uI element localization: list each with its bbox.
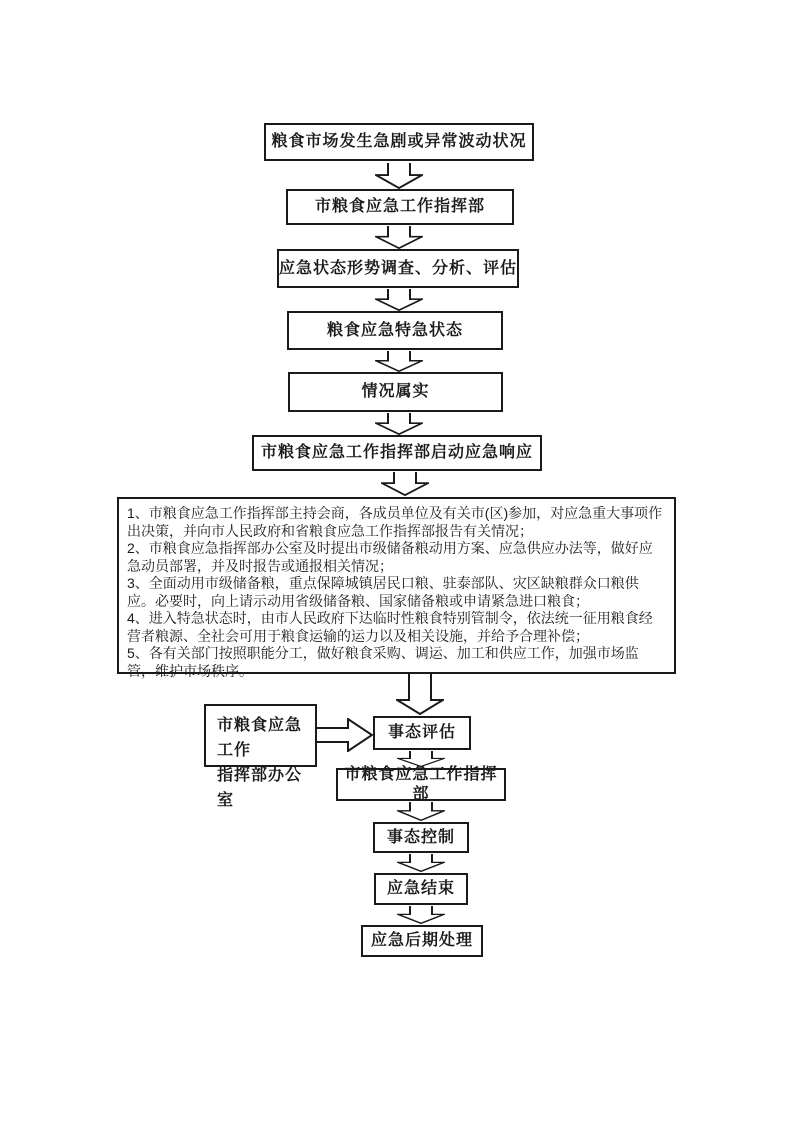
flow-node-assessment-label: 事态评估 xyxy=(387,724,456,742)
flow-node-situation-confirmed xyxy=(288,372,503,412)
flow-node-aftermath xyxy=(361,925,483,957)
measure-item: 2、市粮食应急指挥部办公室及时提出市级储备粮动用方案、应急供应办法等，做好应急动员部署，并及时报告或通报相关情况； xyxy=(127,540,653,574)
right-arrow-icon xyxy=(317,718,373,752)
flow-node-activate-response-label: 市粮食应急工作指挥部启动应急响应 xyxy=(260,444,533,462)
down-arrow-icon xyxy=(375,289,423,311)
down-arrow-icon xyxy=(381,472,429,496)
down-arrow-icon xyxy=(397,854,445,872)
flow-node-market-fluctuation-label: 粮食市场发生急剧或异常波动状况 xyxy=(271,133,527,151)
flow-node-end xyxy=(374,873,468,905)
flow-node-activate-response xyxy=(252,435,542,471)
flow-node-headquarters-2 xyxy=(336,768,506,801)
flow-node-market-fluctuation xyxy=(264,123,534,161)
flow-node-emergency-state-label: 粮食应急特急状态 xyxy=(326,321,463,339)
down-arrow-icon xyxy=(397,802,445,821)
down-arrow-icon xyxy=(375,226,423,249)
flow-node-control xyxy=(373,822,469,853)
flow-node-office-label-line2: 指挥部办公室 xyxy=(217,767,303,809)
measure-item: 5、各有关部门按照职能分工，做好粮食采购、调运、加工和供应工作，加强市场监管，维护市场秩序。 xyxy=(127,645,639,679)
flow-node-investigation xyxy=(277,249,519,288)
flow-node-office xyxy=(204,704,317,809)
down-arrow-icon xyxy=(396,674,444,715)
flow-node-assessment xyxy=(373,716,471,750)
flow-node-control-label: 事态控制 xyxy=(386,828,455,846)
flow-node-headquarters xyxy=(286,189,514,225)
flow-node-office-label-line1: 市粮食应急工作 xyxy=(217,717,303,759)
flow-node-aftermath-label: 应急后期处理 xyxy=(370,932,473,950)
flow-node-headquarters-label: 市粮食应急工作指挥部 xyxy=(314,198,485,216)
measure-item: 1、市粮食应急工作指挥部主持会商，各成员单位及有关市(区)参加，对应急重大事项作出决策，并向市人民政府和省粮食应急工作指挥部报告有关情况； xyxy=(127,505,663,539)
flow-node-situation-confirmed-label: 情况属实 xyxy=(361,383,430,401)
down-arrow-icon xyxy=(375,413,423,435)
down-arrow-icon xyxy=(375,351,423,372)
measures-box xyxy=(117,497,676,679)
down-arrow-icon xyxy=(375,163,423,189)
measure-item: 3、全面动用市级储备粮，重点保障城镇居民口粮、驻泰部队、灾区缺粮群众口粮供应。必要时，向上请示动用省级储备粮、国家储备粮或申请紧急进口粮食； xyxy=(127,575,639,609)
measure-item: 4、进入特急状态时，由市人民政府下达临时性粮食特别管制令，依法统一征用粮食经营者粮源、全社会可用于粮食运输的运力以及相关设施，并给予合理补偿； xyxy=(127,610,653,644)
down-arrow-icon xyxy=(397,906,445,924)
flow-node-headquarters-2-label: 市粮食应急工作指挥部 xyxy=(344,766,498,803)
flow-node-emergency-state xyxy=(287,311,503,350)
flow-node-end-label: 应急结束 xyxy=(386,880,455,898)
flow-node-investigation-label: 应急状态形势调查、分析、评估 xyxy=(279,259,518,277)
